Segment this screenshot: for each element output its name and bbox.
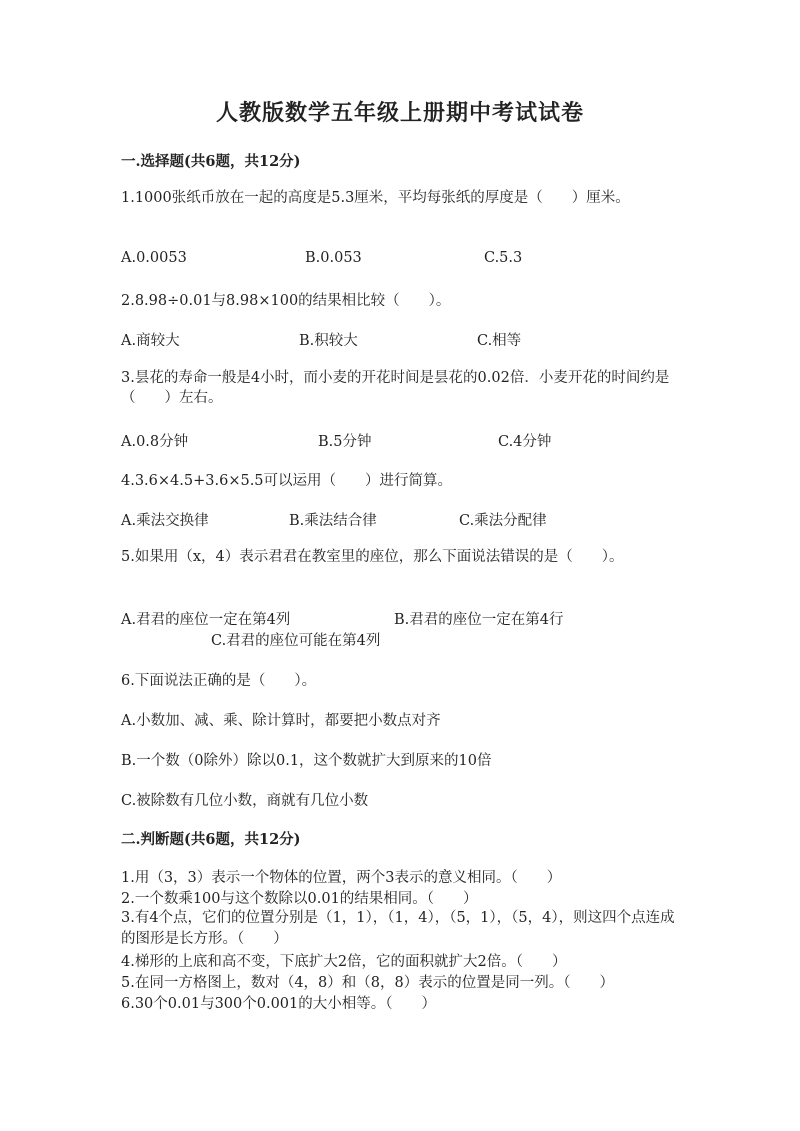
question-stem: 5.如果用（x，4）表示君君在教室里的座位，那么下面说法错误的是（ ）。 (121, 549, 624, 565)
option-a: A.乘法交换律 (121, 513, 209, 529)
judgement-item: 1.用（3，3）表示一个物体的位置，两个3表示的意义相同。（ ） (121, 870, 562, 886)
question-stem: 6.下面说法正确的是（ ）。 (121, 673, 317, 689)
option-a: A.0.0053 (121, 250, 187, 266)
question-stem: 4.3.6×4.5+3.6×5.5可以运用（ ）进行简算。 (121, 473, 453, 489)
judgement-item: 6.30个0.01与300个0.001的大小相等。（ ） (121, 996, 437, 1012)
judgement-item: 3.有4个点，它们的位置分别是（1，1），（1，4），（5，1），（5，4），则这四个点连成的图形是长方形。（ ） (121, 910, 675, 947)
option-c: C.被除数有几位小数，商就有几位小数 (121, 793, 369, 809)
section-heading-choice: 一.选择题(共6题，共12分) (121, 153, 301, 170)
section-heading-judgement: 二.判断题(共6题，共12分) (121, 831, 301, 848)
option-b: B.0.053 (305, 250, 362, 266)
option-c: C.5.3 (484, 250, 523, 266)
question-stem: 3.昙花的寿命一般是4小时，而小麦的开花时间是昙花的0.02倍．小麦开花的时间约是（ ）左右。 (121, 370, 670, 406)
option-b: B.君君的座位一定在第4行 (394, 612, 564, 628)
option-c: C.君君的座位可能在第4列 (211, 633, 381, 649)
option-a: A.小数加、减、乘、除计算时，都要把小数点对齐 (121, 713, 441, 729)
option-b: B.积较大 (299, 333, 358, 349)
judgement-item: 2.一个数乘100与这个数除以0.01的结果相同。（ ） (121, 891, 478, 907)
exam-title: 人教版数学五年级上册期中考试试卷 (215, 100, 584, 126)
option-c: C.4分钟 (498, 434, 552, 450)
judgement-item: 4.梯形的上底和高不变，下底扩大2倍，它的面积就扩大2倍。（ ） (121, 954, 567, 970)
option-b: B.乘法结合律 (289, 513, 377, 529)
option-b: B.一个数（0除外）除以0.1，这个数就扩大到原来的10倍 (121, 753, 492, 769)
option-c: C.乘法分配律 (459, 513, 547, 529)
option-a: A.君君的座位一定在第4列 (121, 612, 291, 628)
question-stem: 2.8.98÷0.01与8.98×100的结果相比较（ ）。 (121, 293, 451, 309)
option-a: A.0.8分钟 (121, 434, 189, 450)
option-a: A.商较大 (121, 333, 180, 349)
option-b: B.5分钟 (318, 434, 372, 450)
judgement-item: 5.在同一方格图上，数对（4，8）和（8，8）表示的位置是同一列。（ ） (121, 975, 614, 991)
option-c: C.相等 (477, 333, 522, 349)
question-stem: 1.1000张纸币放在一起的高度是5.3厘米，平均每张纸的厚度是（ ）厘米。 (121, 190, 630, 206)
